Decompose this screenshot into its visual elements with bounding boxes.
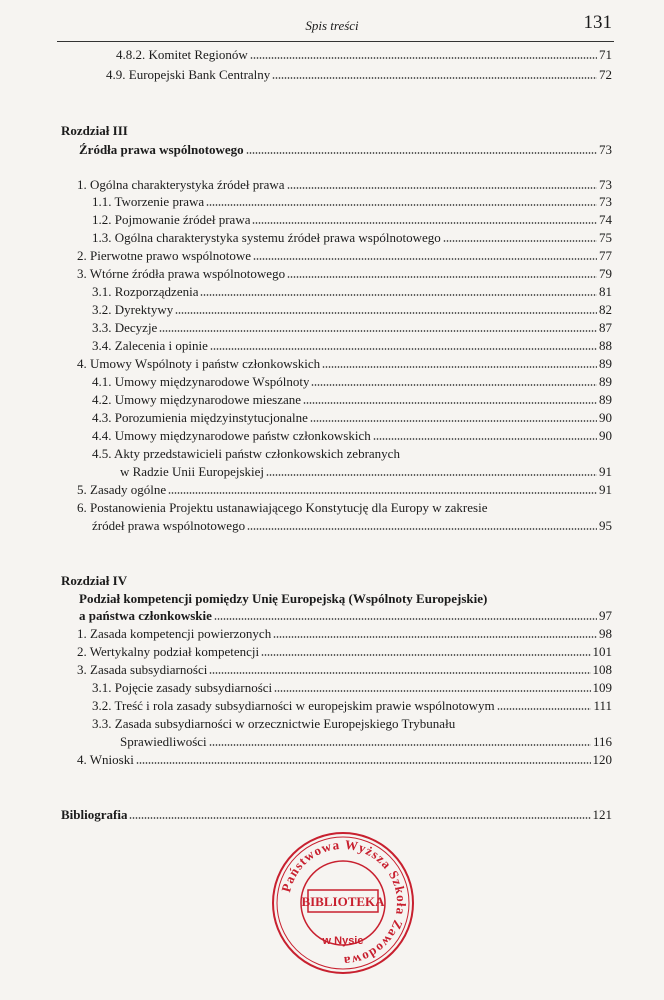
- toc-entry: [77, 661, 612, 679]
- toc-entry: [120, 733, 612, 751]
- dot-leader: [129, 817, 590, 819]
- toc-entry-text: 3. Wtórne źródła prawa wspólnotowego: [77, 266, 286, 281]
- toc-entry-text: 4.4. Umowy międzynarodowe państw członkowskich: [92, 428, 371, 443]
- toc-entry-page: 111: [593, 698, 612, 713]
- toc-entry-text: 1.1. Tworzenie prawa: [92, 194, 205, 209]
- toc-entry-page: 91: [599, 464, 612, 479]
- toc-entry: [92, 337, 612, 355]
- dot-leader: [214, 618, 597, 620]
- toc-entry-page: 77: [599, 248, 612, 263]
- library-stamp: [268, 828, 418, 978]
- toc-entry-text: 3.1. Rozporządzenia: [92, 284, 199, 299]
- toc-entry: [92, 517, 612, 535]
- toc-entry-text: 3.3. Zasada subsydiarności w orzecznictwie Europejskiego Trybunału: [92, 716, 456, 731]
- bibliography-page: 121: [592, 807, 612, 822]
- dot-leader: [497, 708, 592, 710]
- toc-entry-page: 87: [599, 320, 612, 335]
- dot-leader: [247, 528, 597, 530]
- toc-entry: [92, 697, 612, 715]
- toc-entry: [106, 66, 612, 84]
- toc-entry-text: 4.2. Umowy międzynarodowe mieszane: [92, 392, 302, 407]
- dot-leader: [310, 420, 597, 422]
- chapter-label: Rozdział IV: [61, 573, 128, 588]
- toc-entry-page: 101: [592, 644, 612, 659]
- toc-entry-text: 4.1. Umowy międzynarodowe Wspólnoty: [92, 374, 310, 389]
- toc-entry: [120, 463, 612, 481]
- toc-entry: [77, 265, 612, 283]
- toc-entry: [77, 625, 612, 643]
- dot-leader: [209, 744, 591, 746]
- toc-entry-page: 73: [599, 194, 612, 209]
- dot-leader: [159, 330, 597, 332]
- dot-leader: [272, 77, 597, 79]
- toc-entry: [77, 247, 612, 265]
- toc-entry-page: 79: [599, 266, 612, 281]
- toc-entry-text: 1. Ogólna charakterystyka źródeł prawa: [77, 177, 285, 192]
- bibliography-entry: [61, 806, 612, 824]
- dot-leader: [253, 258, 597, 260]
- dot-leader: [303, 402, 597, 404]
- toc-entry: [92, 409, 612, 427]
- dot-leader: [443, 240, 597, 242]
- dot-leader: [209, 672, 590, 674]
- toc-entry-page: 89: [599, 356, 612, 371]
- dot-leader: [175, 312, 597, 314]
- dot-leader: [246, 152, 597, 154]
- toc-entry-page: 91: [599, 482, 612, 497]
- toc-entry-text: 5. Zasady ogólne: [77, 482, 167, 497]
- toc-entry-page: 120: [592, 752, 612, 767]
- dot-leader: [287, 187, 597, 189]
- toc-entry: [92, 301, 612, 319]
- toc-entry: [92, 211, 612, 229]
- toc-entry-text: 3.3. Decyzje: [92, 320, 158, 335]
- toc-entry: [92, 193, 612, 211]
- toc-entry-text: 3.2. Treść i rola zasady subsydiarności w europejskim prawie wspólnotowym: [92, 698, 495, 713]
- toc-entry: [92, 283, 612, 301]
- toc-entry-text: 4.5. Akty przedstawicieli państw członkowskich zebranych: [92, 446, 400, 461]
- page-number: 131: [583, 12, 612, 33]
- toc-entry: [77, 481, 612, 499]
- dot-leader: [373, 438, 597, 440]
- toc-entry: [116, 46, 612, 64]
- toc-entry-page: 81: [599, 284, 612, 299]
- toc-entry-text: 4.8.2. Komitet Regionów: [116, 47, 248, 62]
- toc-entry-text: 1.2. Pojmowanie źródeł prawa: [92, 212, 251, 227]
- toc-entry-page: 82: [599, 302, 612, 317]
- toc-entry-text: 2. Wertykalny podział kompetencji: [77, 644, 260, 659]
- toc-entry-text: 3.1. Pojęcie zasady subsydiarności: [92, 680, 273, 695]
- dot-leader: [311, 384, 597, 386]
- toc-entry: [77, 355, 612, 373]
- toc-entry-text: 4. Umowy Wspólnoty i państw członkowskich: [77, 356, 321, 371]
- toc-entry: [92, 427, 612, 445]
- dot-leader: [210, 348, 597, 350]
- toc-entry-text: 4. Wnioski: [77, 752, 134, 767]
- toc-entry-text: 3.2. Dyrektywy: [92, 302, 174, 317]
- toc-entry-page: 109: [592, 680, 612, 695]
- toc-entry-page: 71: [599, 47, 612, 62]
- toc-entry: [92, 373, 612, 391]
- toc-entry: [92, 319, 612, 337]
- toc-entry-text: źródeł prawa wspólnotowego: [92, 518, 246, 533]
- toc-entry-text: w Radzie Unii Europejskiej: [120, 464, 265, 479]
- toc-entry-page: 116: [592, 734, 612, 749]
- stamp-ring-text: Państwowa Wyższa Szkoła Zawodowa: [278, 836, 410, 970]
- toc-entry-page: 108: [592, 662, 612, 677]
- toc-entry-page: 90: [599, 428, 612, 443]
- toc-entry-text: 6. Postanowienia Projektu ustanawiającego Konstytucję dla Europy w zakresie: [77, 500, 488, 515]
- toc-entry: [77, 751, 612, 769]
- toc-entry-text: 4.3. Porozumienia międzyinstytucjonalne: [92, 410, 308, 425]
- dot-leader: [261, 654, 590, 656]
- toc-entry-text: 3.4. Zalecenia i opinie: [92, 338, 208, 353]
- dot-leader: [274, 690, 590, 692]
- dot-leader: [168, 492, 597, 494]
- toc-entry: [92, 679, 612, 697]
- dot-leader: [273, 636, 597, 638]
- toc-entry-page: 73: [599, 177, 612, 192]
- toc-entry-page: 72: [599, 67, 612, 82]
- chapter-title-page: 73: [599, 142, 612, 157]
- toc-entry: [77, 643, 612, 661]
- dot-leader: [200, 294, 597, 296]
- bibliography-title: Bibliografia: [61, 807, 128, 822]
- toc-entry-page: 90: [599, 410, 612, 425]
- toc-entry: [92, 391, 612, 409]
- chapter-label: Rozdział III: [61, 123, 128, 138]
- toc-entry-text: 1.3. Ogólna charakterystyka systemu źródeł prawa wspólnotowego: [92, 230, 441, 245]
- toc-entry-page: 88: [599, 338, 612, 353]
- toc-entry-text: 3. Zasada subsydiarności: [77, 662, 208, 677]
- toc-entry-text: 1. Zasada kompetencji powierzonych: [77, 626, 272, 641]
- chapter-title-text: a państwa członkowskie: [79, 608, 212, 623]
- dot-leader: [250, 57, 597, 59]
- toc-entry: [77, 176, 612, 194]
- toc-entry-page: 89: [599, 374, 612, 389]
- toc-entry-page: 98: [599, 626, 612, 641]
- toc-entry-page: 74: [599, 212, 612, 227]
- toc-entry-text: 2. Pierwotne prawo wspólnotowe: [77, 248, 252, 263]
- toc-entry: [92, 229, 612, 247]
- chapter-title-page: 97: [599, 608, 612, 623]
- chapter-title-line: Podział kompetencji pomiędzy Unię Europejską (Wspólnoty Europejskie): [79, 591, 488, 606]
- chapter-title: [79, 141, 612, 159]
- stamp-bottom-text: w Nysie: [322, 935, 364, 947]
- toc-entry-text: 4.9. Europejski Bank Centralny: [106, 67, 271, 82]
- chapter-title-text: Źródła prawa wspólnotowego: [79, 142, 244, 157]
- header-rule: [57, 41, 614, 42]
- toc-entry-page: 75: [599, 230, 612, 245]
- stamp-center-text: BIBLIOTEKA: [301, 894, 385, 909]
- dot-leader: [322, 366, 597, 368]
- toc-entry-page: 89: [599, 392, 612, 407]
- dot-leader: [287, 276, 597, 278]
- toc-entry-page: 95: [599, 518, 612, 533]
- running-header-title: Spis treści: [305, 18, 359, 33]
- dot-leader: [252, 222, 597, 224]
- toc-entry-text: Sprawiedliwości: [120, 734, 207, 749]
- dot-leader: [206, 204, 597, 206]
- chapter-title: [79, 607, 612, 625]
- dot-leader: [136, 762, 591, 764]
- dot-leader: [266, 474, 597, 476]
